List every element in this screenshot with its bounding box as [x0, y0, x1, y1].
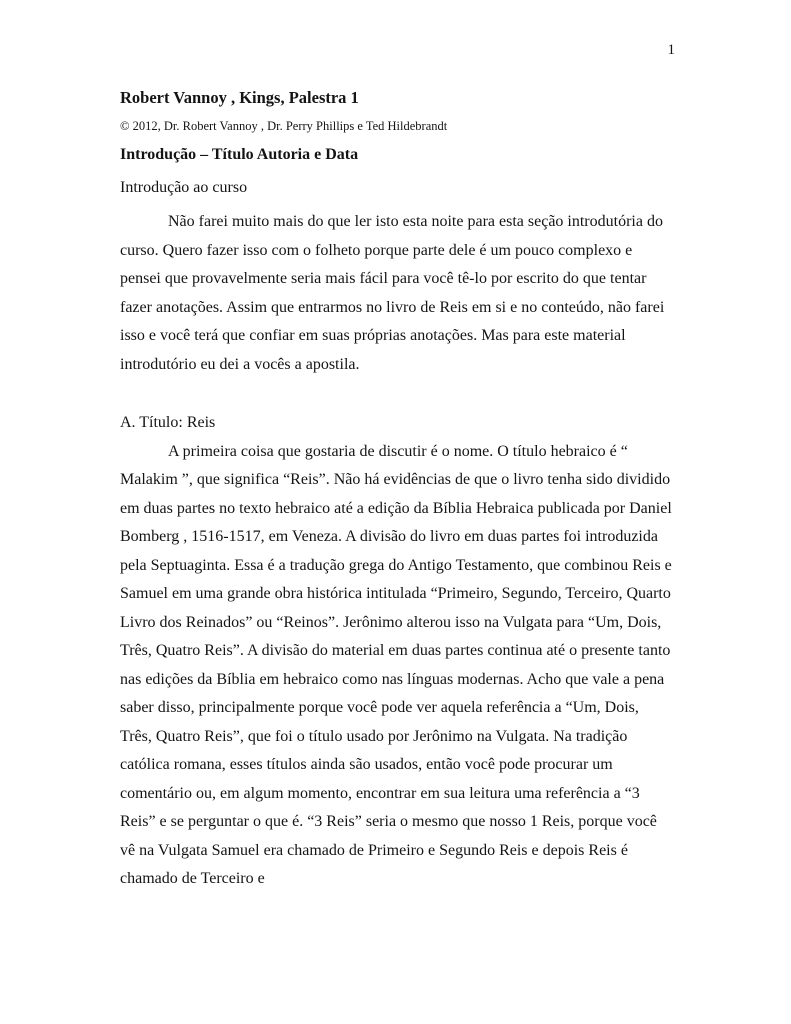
course-intro-line: Introdução ao curso	[120, 179, 248, 196]
document-title: Robert Vannoy , Kings, Palestra 1	[120, 88, 359, 107]
page-number: 1	[667, 42, 675, 58]
paragraph-introduction: Não farei muito mais do que ler isto esta noite para esta seção introdutória do curso. Quero fazer isso com o folheto porque parte dele é um pouco complexo e pensei que provavelmente seria mais fácil para você tê-lo por escrito do que tentar fazer anotações. Assim que entrarmos no livro de Reis em si e no conteúdo, não farei isso e você terá que confiar em suas próprias anotações. Mas para este material introdutório eu dei a vocês a apostila.	[120, 213, 665, 373]
section-a-heading: A. Título: Reis	[120, 414, 216, 431]
copyright-line: © 2012, Dr. Robert Vannoy , Dr. Perry Phillips e Ted Hildebrandt	[120, 119, 448, 133]
paragraph-title-reis: A primeira coisa que gostaria de discutir é o nome. O título hebraico é “ Malakim ”, que significa “Reis”. Não há evidências de que o livro tenha sido dividido em duas partes no texto hebraico até a edição da Bíblia Hebraica publicada por Daniel Bomberg , 1516-1517, em Veneza. A divisão do livro em duas partes foi introduzida pela Septuaginta. Essa é a tradução grega do Antigo Testamento, que combinou Reis e Samuel em uma grande obra histórica intitulada “Primeiro, Segundo, Terceiro, Quarto Livro dos Reinados” ou “Reinos”. Jerônimo alterou isso na Vulgata para “Um, Dois, Três, Quatro Reis”. A divisão do material em duas partes continua até o presente tanto nas edições da Bíblia em hebraico como nas línguas modernas. Acho que vale a pena saber disso, principalmente porque você pode ver aquela referência a “Um, Dois, Três, Quatro Reis”, que foi o título usado por Jerônimo na Vulgata. Na tradição católica romana, esses títulos ainda são usados, então você pode procurar um comentário ou, em algum momento, encontrar em sua leitura uma referência a “3 Reis” e se perguntar o que é. “3 Reis” seria o mesmo que nosso 1 Reis, porque você vê na Vulgata Samuel era chamado de Primeiro e Segundo Reis e depois Reis é chamado de Terceiro e	[120, 442, 672, 887]
document-subtitle: Introdução – Título Autoria e Data	[120, 146, 359, 163]
document-content	[120, 87, 674, 894]
